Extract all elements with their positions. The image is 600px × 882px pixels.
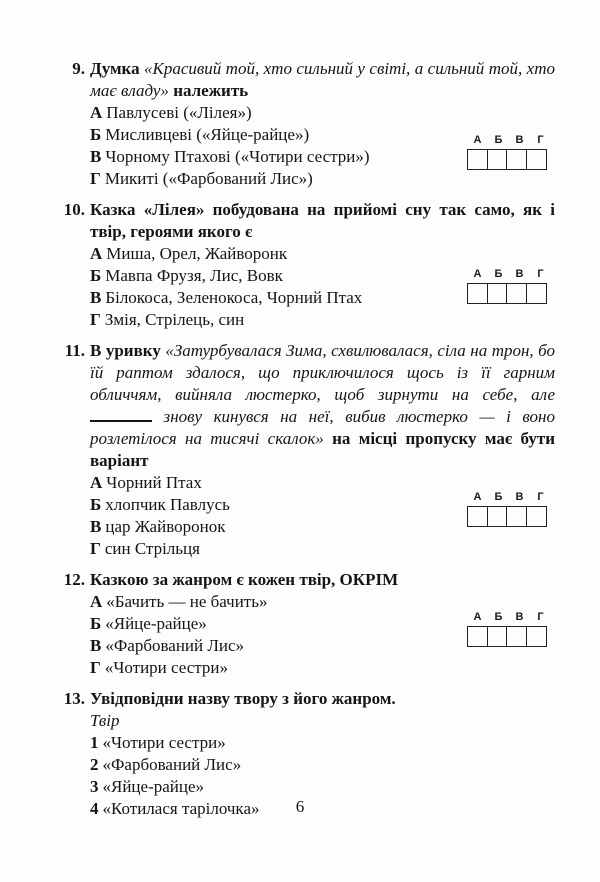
question-11 [64, 340, 556, 560]
option-11-Г [90, 538, 555, 560]
option-text: цар Жайворонок [105, 517, 226, 536]
answer-grid-q10 [467, 267, 557, 304]
option-text: «Фарбований Лис» [102, 755, 242, 774]
grid-letter-А: А [473, 268, 482, 280]
answer-grid-cells [467, 626, 557, 647]
answer-cell-12-Г[interactable] [526, 626, 547, 647]
question-10 [63, 199, 555, 331]
option-text: «Яйце-райце» [105, 614, 207, 633]
grid-letter-А: А [473, 611, 482, 623]
answer-grid-q9 [467, 133, 557, 170]
option-letter: 1 [90, 733, 99, 752]
blank-line [90, 409, 152, 422]
answer-grid-letters [467, 610, 557, 624]
answer-grid-q11 [467, 490, 557, 527]
option-10-Г [90, 309, 555, 331]
option-text: Мисливцеві («Яйце-райце») [105, 125, 310, 144]
option-13-3 [90, 776, 555, 798]
option-letter: В [90, 517, 102, 536]
option-text: «Чотири сестри» [102, 733, 226, 752]
grid-letter-В: В [515, 491, 524, 503]
answer-grid-q12 [467, 610, 557, 647]
grid-letter-Г: Г [537, 611, 544, 623]
option-letter: Б [90, 125, 102, 144]
question-9 [72, 58, 555, 190]
answer-cell-11-Г[interactable] [526, 506, 547, 527]
option-text: син Стрільця [104, 539, 200, 558]
option-letter: Б [90, 495, 102, 514]
question-prompt: Увідповідни назву твору з його жанром. [90, 689, 396, 708]
option-text: «Яйце-райце» [102, 777, 205, 796]
question-number: 10. [63, 200, 85, 219]
answer-grid-letters [467, 267, 557, 281]
grid-letter-Б: Б [494, 611, 503, 623]
option-text: Чорний Птах [106, 473, 202, 492]
answer-cell-9-В[interactable] [506, 149, 527, 170]
question-number: 12. [63, 570, 85, 589]
option-letter: Г [90, 310, 101, 329]
question-prompt: Думка «Красивий той, хто сильний у світі, а сильний той, хто має владу» належить [90, 59, 555, 100]
answer-cell-12-А[interactable] [467, 626, 488, 647]
option-letter: В [90, 636, 102, 655]
answer-cell-11-Б[interactable] [487, 506, 508, 527]
option-9-А [90, 102, 555, 124]
answer-cell-10-А[interactable] [467, 283, 488, 304]
answer-cell-11-А[interactable] [467, 506, 488, 527]
answer-grid-cells [467, 283, 557, 304]
grid-letter-В: В [515, 134, 524, 146]
option-text: Микиті («Фарбований Лис») [104, 169, 313, 188]
option-letter: Б [90, 614, 102, 633]
option-letter: А [90, 244, 103, 263]
question-prompt: Казка «Лілея» побудована на прийомі сну так само, як і твір, героями якого є [90, 200, 555, 241]
option-letter: Г [90, 539, 101, 558]
question-prompt: В уривку «Затурбувалася Зима, схвилювалася, сіла на трон, бо їй раптом здалося, що приключилося щось із її гарним обличчям, вийняла люстерко, щоб зирнути на себе, але знову кинувся на неї, вибив люстерко — і воно розлетілося на тисячі скалок» на місці пропуску має бути варіант [90, 341, 556, 470]
answer-cell-10-Б[interactable] [487, 283, 508, 304]
option-12-Г [90, 657, 555, 679]
answer-cell-11-В[interactable] [506, 506, 527, 527]
page-number: 6 [295, 797, 305, 816]
option-text: «Бачить — не бачить» [106, 592, 268, 611]
question-subheading: Твір [90, 711, 120, 730]
option-text: Змія, Стрілець, син [104, 310, 245, 329]
question-number: 11. [64, 341, 85, 360]
answer-cell-9-Б[interactable] [487, 149, 508, 170]
option-letter: Г [90, 169, 101, 188]
grid-letter-Г: Г [537, 491, 544, 503]
grid-letter-Г: Г [537, 268, 544, 280]
answer-cell-10-Г[interactable] [526, 283, 547, 304]
grid-letter-Г: Г [537, 134, 544, 146]
grid-letter-А: А [473, 134, 482, 146]
answer-cell-9-А[interactable] [467, 149, 488, 170]
option-letter: А [90, 103, 103, 122]
option-letter: В [90, 288, 102, 307]
option-text: Мавпа Фрузя, Лис, Вовк [105, 266, 283, 285]
option-text: Чорному Птахові («Чотири сестри») [105, 147, 370, 166]
grid-letter-Б: Б [494, 268, 503, 280]
answer-grid-cells [467, 149, 557, 170]
answer-grid-letters [467, 133, 557, 147]
option-letter: Б [90, 266, 102, 285]
option-13-2 [90, 754, 555, 776]
answer-cell-12-Б[interactable] [487, 626, 508, 647]
option-13-1 [90, 732, 555, 754]
option-text: «Фарбований Лис» [105, 636, 245, 655]
option-letter: А [90, 592, 103, 611]
option-letter: 2 [90, 755, 99, 774]
answer-grid-letters [467, 490, 557, 504]
option-text: Білокоса, Зеленокоса, Чорний Птах [105, 288, 363, 307]
grid-letter-Б: Б [494, 491, 503, 503]
answer-grid-cells [467, 506, 557, 527]
question-number: 13. [63, 689, 85, 708]
answer-cell-9-Г[interactable] [526, 149, 547, 170]
grid-letter-Б: Б [494, 134, 503, 146]
grid-letter-В: В [515, 611, 524, 623]
option-10-А [90, 243, 555, 265]
grid-letter-В: В [515, 268, 524, 280]
option-letter: А [90, 473, 103, 492]
option-letter: 3 [90, 777, 99, 796]
option-text: Миша, Орел, Жайворонк [106, 244, 288, 263]
option-letter: В [90, 147, 102, 166]
answer-cell-12-В[interactable] [506, 626, 527, 647]
option-text: «Чотири сестри» [104, 658, 229, 677]
question-number: 9. [72, 59, 85, 78]
questions-list [0, 58, 600, 820]
answer-cell-10-В[interactable] [506, 283, 527, 304]
option-text: Павлусеві («Лілея») [106, 103, 252, 122]
option-letter: 4 [90, 799, 99, 818]
option-text: хлопчик Павлусь [105, 495, 230, 514]
grid-letter-А: А [473, 491, 482, 503]
option-text: «Котилася тарілочка» [102, 799, 260, 818]
option-letter: Г [90, 658, 101, 677]
question-prompt: Казкою за жанром є кожен твір, ОКРІМ [90, 570, 399, 589]
option-9-Г [90, 168, 555, 190]
